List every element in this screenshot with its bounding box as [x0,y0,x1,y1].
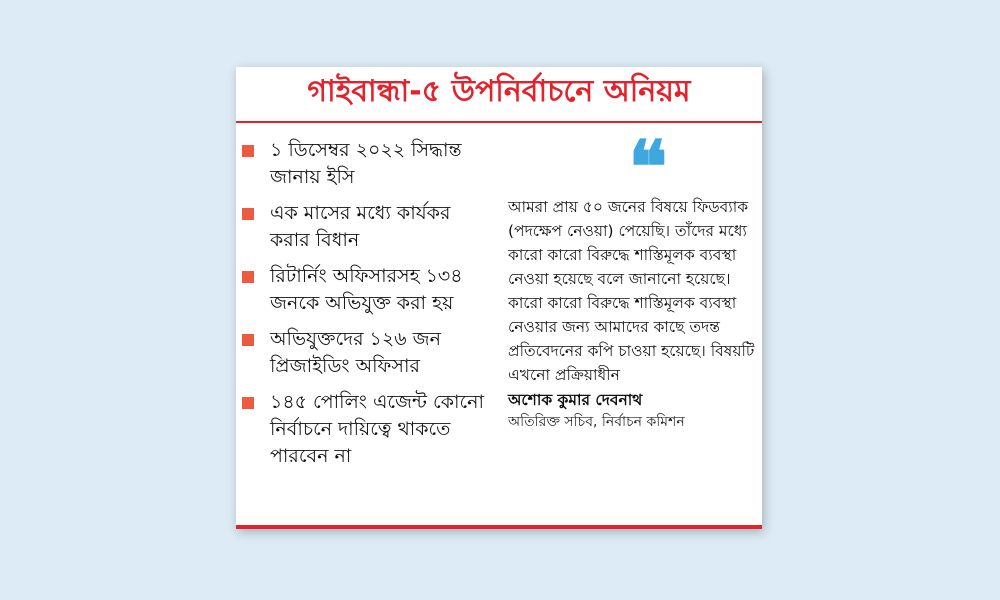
fact-list [242,137,496,479]
square-bullet-icon [242,271,254,283]
list-item [242,137,496,191]
quote-block [508,124,758,433]
bottom-divider [236,525,762,529]
square-bullet-icon [242,397,254,409]
square-bullet-icon [242,208,254,220]
list-item-text: অভিযুক্তদের ১২৬ জন প্রিজাইডিং অফিসার [270,328,441,377]
news-card [236,67,762,529]
square-bullet-icon [242,145,254,157]
list-item [242,326,496,380]
list-item-text: ১ ডিসেম্বর ২০২২ সিদ্ধান্ত জানায় ইসি [270,139,462,188]
list-item-text: এক মাসের মধ্যে কার্যকর করার বিধান [270,202,451,251]
list-item-text: রিটার্নিং অফিসারসহ ১৩৪ জনকে অভিযুক্ত করা হয় [270,265,463,314]
list-item-text: ১৪৫ পোলিং এজেন্ট কোনো নির্বাচনে দায়িত্বে থাকতে পারবেন না [270,391,485,467]
title-divider [236,121,762,123]
list-item [242,389,496,470]
speaker-designation: অতিরিক্ত সচিব, নির্বাচন কমিশন [508,414,685,430]
list-item [242,263,496,317]
quote-text: আমরা প্রায় ৫০ জনের বিষয়ে ফিডব্যাক (পদক্ষেপ নেওয়া) পেয়েছি। তাঁদের মধ্যে কারো কারো বিরুদ্ধে শাস্তিমূলক ব্যবস্থা নেওয়া হয়েছে বলে জানানো হয়েছে। কারো কারো বিরুদ্ধে শাস্তিমূলক ব্যবস্থা নেওয়ার জন্য আমাদের কাছে তদন্ত প্রতিবেদনের কপি চাওয়া হয়েছে। বিষয়টি এখনো প্রক্রিয়াধীন [508,198,755,384]
speaker-name: অশোক কুমার দেবনাথ [508,391,643,409]
square-bullet-icon [242,334,254,346]
list-item [242,200,496,254]
quote-mark-icon: ❝ [628,124,668,209]
card-title: গাইবান্ধা-৫ উপনির্বাচনে অনিয়ম [307,74,691,109]
